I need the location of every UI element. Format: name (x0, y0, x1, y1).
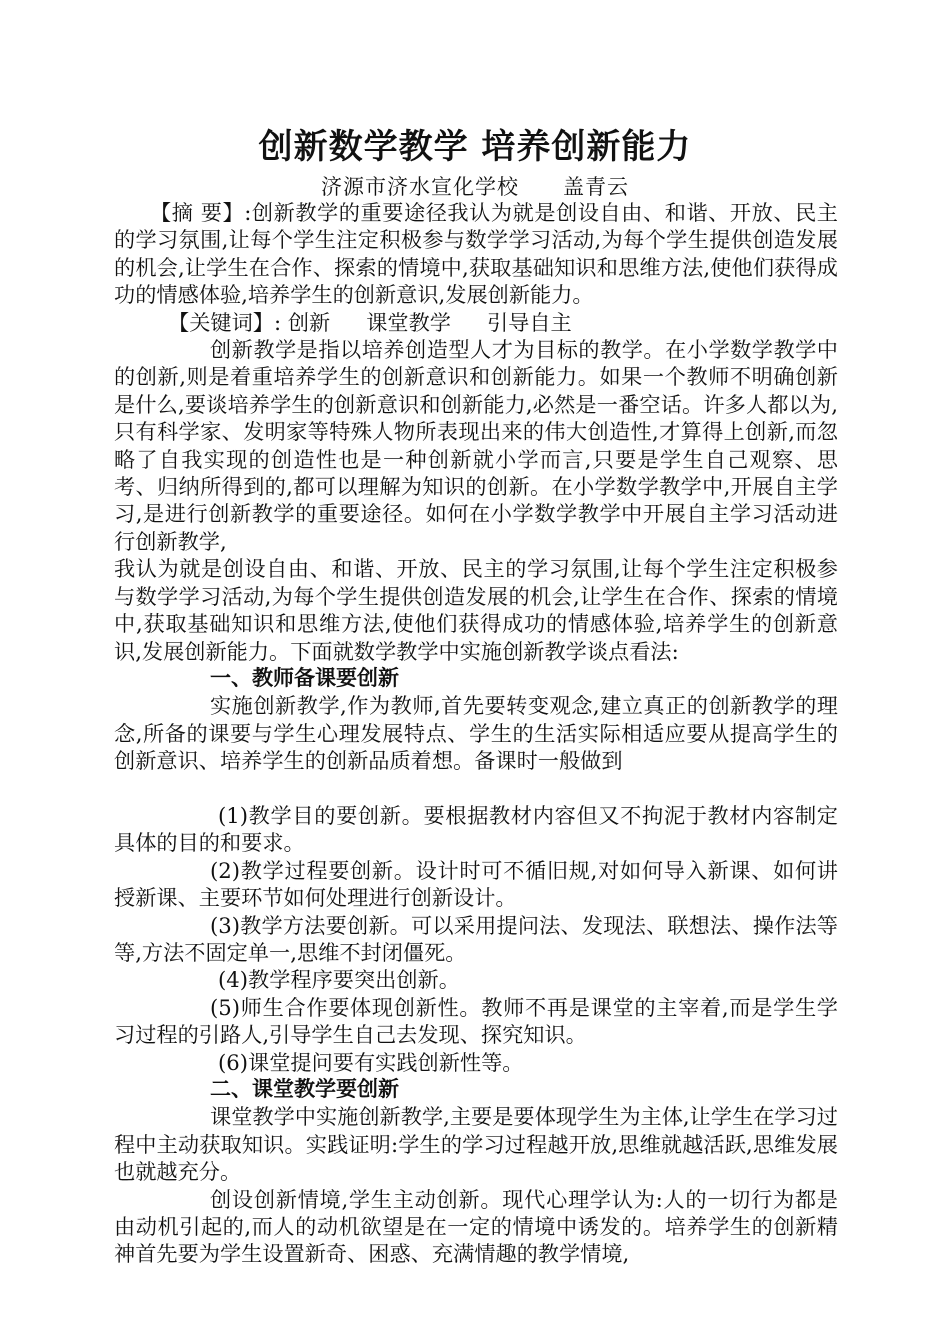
blank-line (114, 775, 838, 802)
list-item: (6)课堂提问要有实践创新性等。 (218, 1049, 524, 1075)
section-paragraph: 实施创新教学,作为教师,首先要转变观念,建立真正的创新教学的理念,所备的课要与学生心理发展特点、学生的生活实际相适应要从提高学生的创新意识、培养学生的创新品质着想。备课时一般做到 (114, 693, 838, 774)
keywords-label: 【关键词】: (168, 309, 282, 335)
list-item: (5)师生合作要体现创新性。教师不再是课堂的主宰着,而是学生学习过程的引路人,引导学生自己去发现、探究知识。 (114, 994, 838, 1048)
list-item: (3)教学方法要创新。可以采用提问法、发现法、联想法、操作法等等,方法不固定单一,思维不封闭僵死。 (114, 912, 838, 965)
author-school: 济源市济水宣化学校 (321, 175, 519, 199)
list-item: (2)教学过程要创新。设计时可不循旧规,对如何导入新课、如何讲授新课、主要环节如何处理进行创新设计。 (114, 857, 838, 911)
keyword-item: 引导自主 (486, 309, 572, 335)
section-paragraph: 课堂教学中实施创新教学,主要是要体现学生为主体,让学生在学习过程中主动获取知识。实践证明:学生的学习过程越开放,思维就越活跃,思维发展也就越充分。 (114, 1104, 838, 1185)
section-heading: 一、教师备课要创新 (210, 665, 399, 690)
section-paragraph: 创设创新情境,学生主动创新。现代心理学认为:人的一切行为都是由动机引起的,而人的动机欲望是在一定的情境中诱发的。培养学生的创新精神首先要为学生设置新奇、困惑、充满情趣的教学情境, (114, 1186, 838, 1267)
keyword-item: 创新 (287, 309, 331, 335)
intro-paragraph-continued: 我认为就是创设自由、和谐、开放、民主的学习氛围,让每个学生注定积极参与数学学习活动,为每个学生提供创造发展的机会,让学生在合作、探索的情境中,获取基础知识和思维方法,使他们获得成功的情感体验,培养学生的创新意识,发展创新能力。下面就数学教学中实施创新教学谈点看法: (114, 556, 838, 664)
keywords-line (114, 309, 838, 336)
intro-paragraph: 创新教学是指以培养创造型人才为目标的教学。在小学数学教学中的创新,则是着重培养学生的创新意识和创新能力。如果一个教师不明确创新是什么,要谈培养学生的创新意识和创新能力,必然是一番空话。许多人都以为,只有科学家、发明家等特殊人物所表现出来的伟大创造性,才算得上创新,而忽略了自我实现的创造性也是一种创新就小学而言,只要是学生自己观察、思考、归纳所得到的,都可以理解为知识的创新。在小学数学教学中,开展自主学习,是进行创新教学的重要途径。如何在小学数学教学中开展自主学习活动进行创新教学, (114, 337, 838, 554)
author-line (0, 174, 950, 200)
list-item: (4)教学程序要突出创新。 (218, 967, 460, 993)
author-name: 盖青云 (563, 175, 629, 199)
document-title: 创新数学教学 培养创新能力 (258, 127, 692, 167)
document-body (114, 199, 838, 1268)
abstract-paragraph: 【摘 要】:创新教学的重要途径我认为就是创设自由、和谐、开放、民主的学习氛围,让每个学生注定积极参与数学学习活动,为每个学生提供创造发展的机会,让学生在合作、探索的情境中,获取基础知识和思维方法,使他们获得成功的情感体验,培养学生的创新意识,发展创新能力。 (114, 200, 838, 308)
list-item: (1)教学目的要创新。要根据教材内容但又不拘泥于教材内容制定具体的目的和要求。 (114, 802, 838, 856)
section-heading: 二、课堂教学要创新 (210, 1076, 399, 1101)
keyword-item: 课堂教学 (366, 309, 451, 335)
